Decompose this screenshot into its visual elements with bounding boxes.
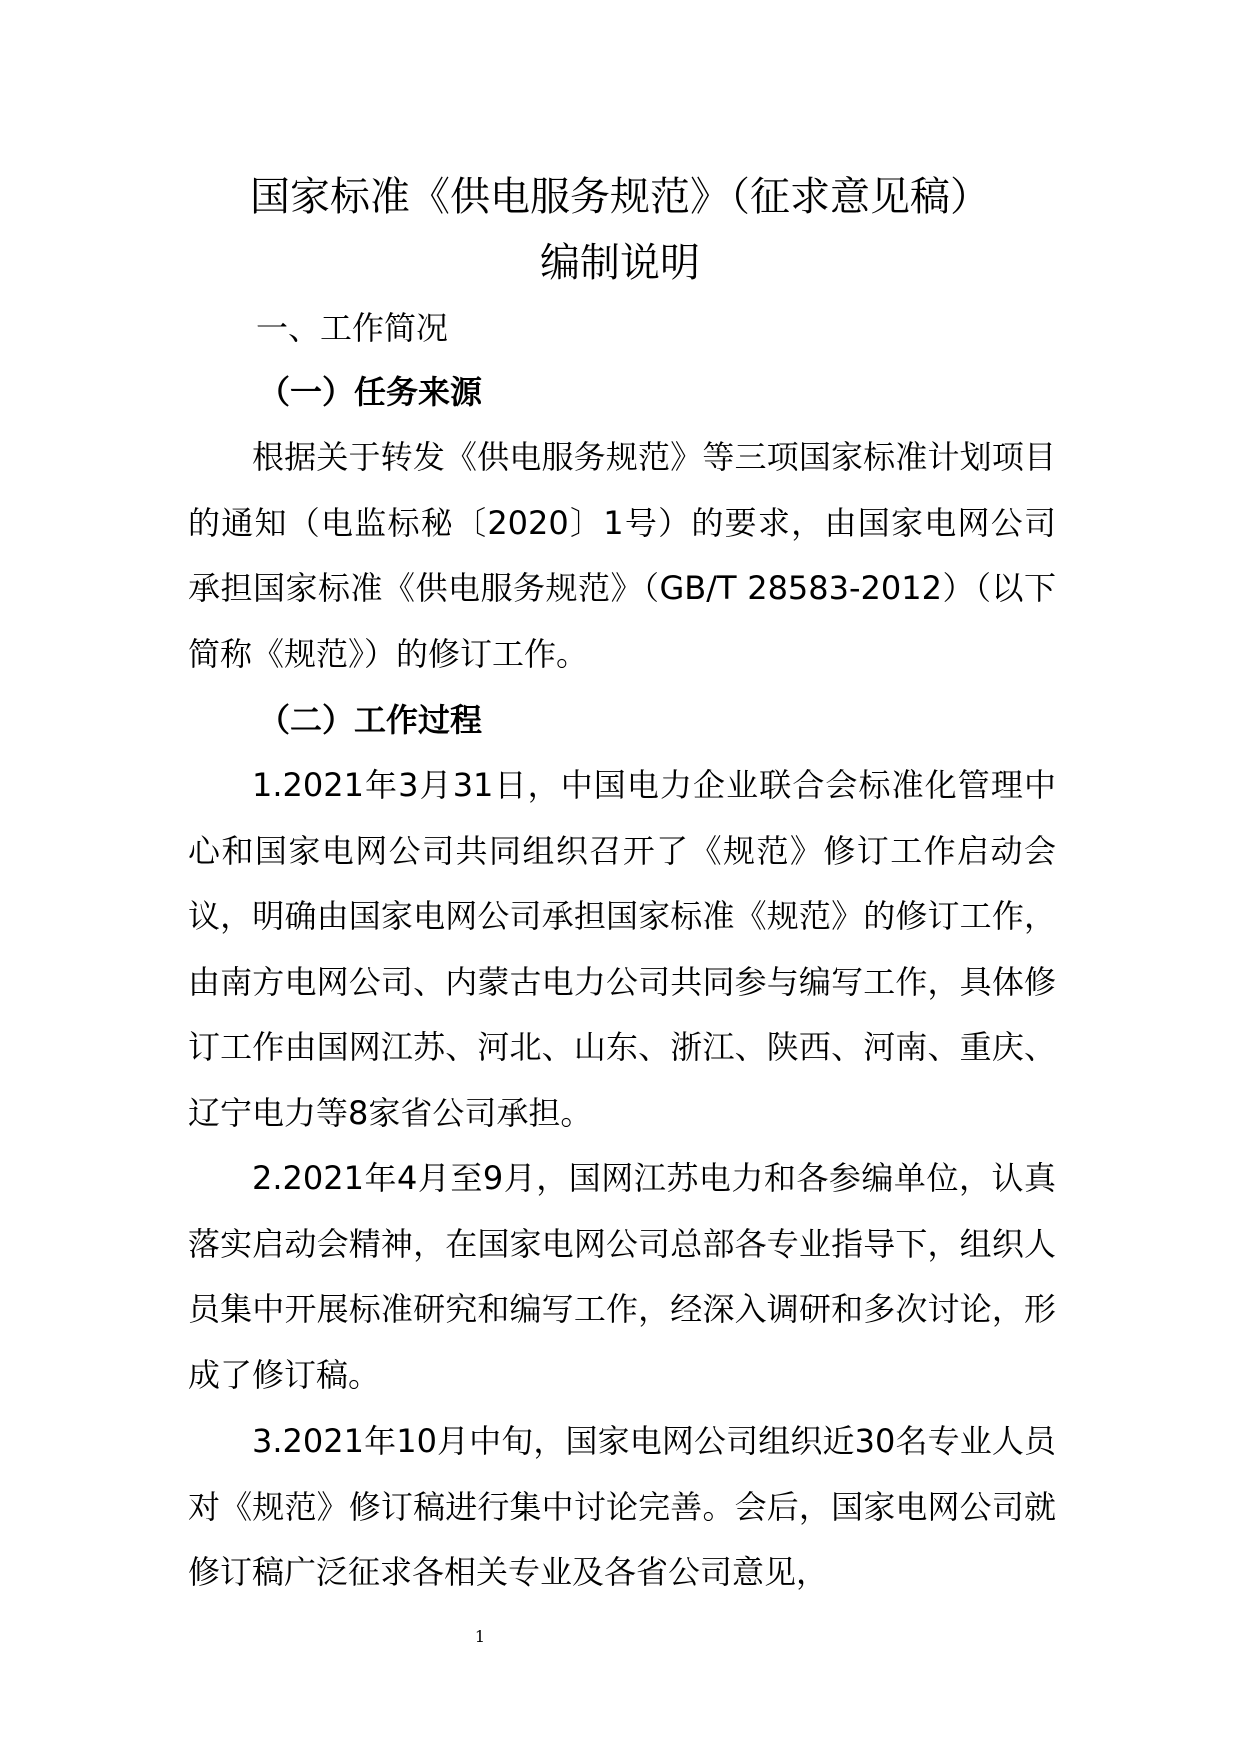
document-subtitle: 编制说明 xyxy=(540,240,700,286)
section-heading-work-overview: 一、工作简况 xyxy=(256,309,449,347)
paragraph-task-source: 根据关于转发《供电服务规范》等三项国家标准计划项目的通知（电监标秘〔2020〕1号）的要求，由国家电网公司承担国家标准《供电服务规范》（GB/T 28583-2012）（以下简称《规范》）的修订工作。 xyxy=(188,438,1056,673)
document-title: 国家标准《供电服务规范》（征求意见稿） xyxy=(250,174,990,220)
page-number: 1 xyxy=(474,1627,486,1646)
paragraph-process-step-1: 1.2021年3月31日，中国电力企业联合会标准化管理中心和国家电网公司共同组织召开了《规范》修订工作启动会议，明确由国家电网公司承担国家标准《规范》的修订工作，由南方电网公司、内蒙古电力公司共同参与编写工作，具体修订工作由国网江苏、河北、山东、浙江、陕西、河南、重庆、辽宁电力等8家省公司承担。 xyxy=(188,766,1056,1132)
paragraph-process-step-3: 3.2021年10月中旬，国家电网公司组织近30名专业人员对《规范》修订稿进行集中讨论完善。会后，国家电网公司就修订稿广泛征求各相关专业及各省公司意见， xyxy=(188,1422,1056,1591)
subsection-heading-work-process: （二）工作过程 xyxy=(258,701,483,739)
paragraph-process-step-2: 2.2021年4月至9月，国网江苏电力和各参编单位，认真落实启动会精神，在国家电网公司总部各专业指导下，组织人员集中开展标准研究和编写工作，经深入调研和多次讨论，形成了修订稿。 xyxy=(188,1159,1056,1394)
subsection-heading-task-source: （一）任务来源 xyxy=(258,373,483,411)
